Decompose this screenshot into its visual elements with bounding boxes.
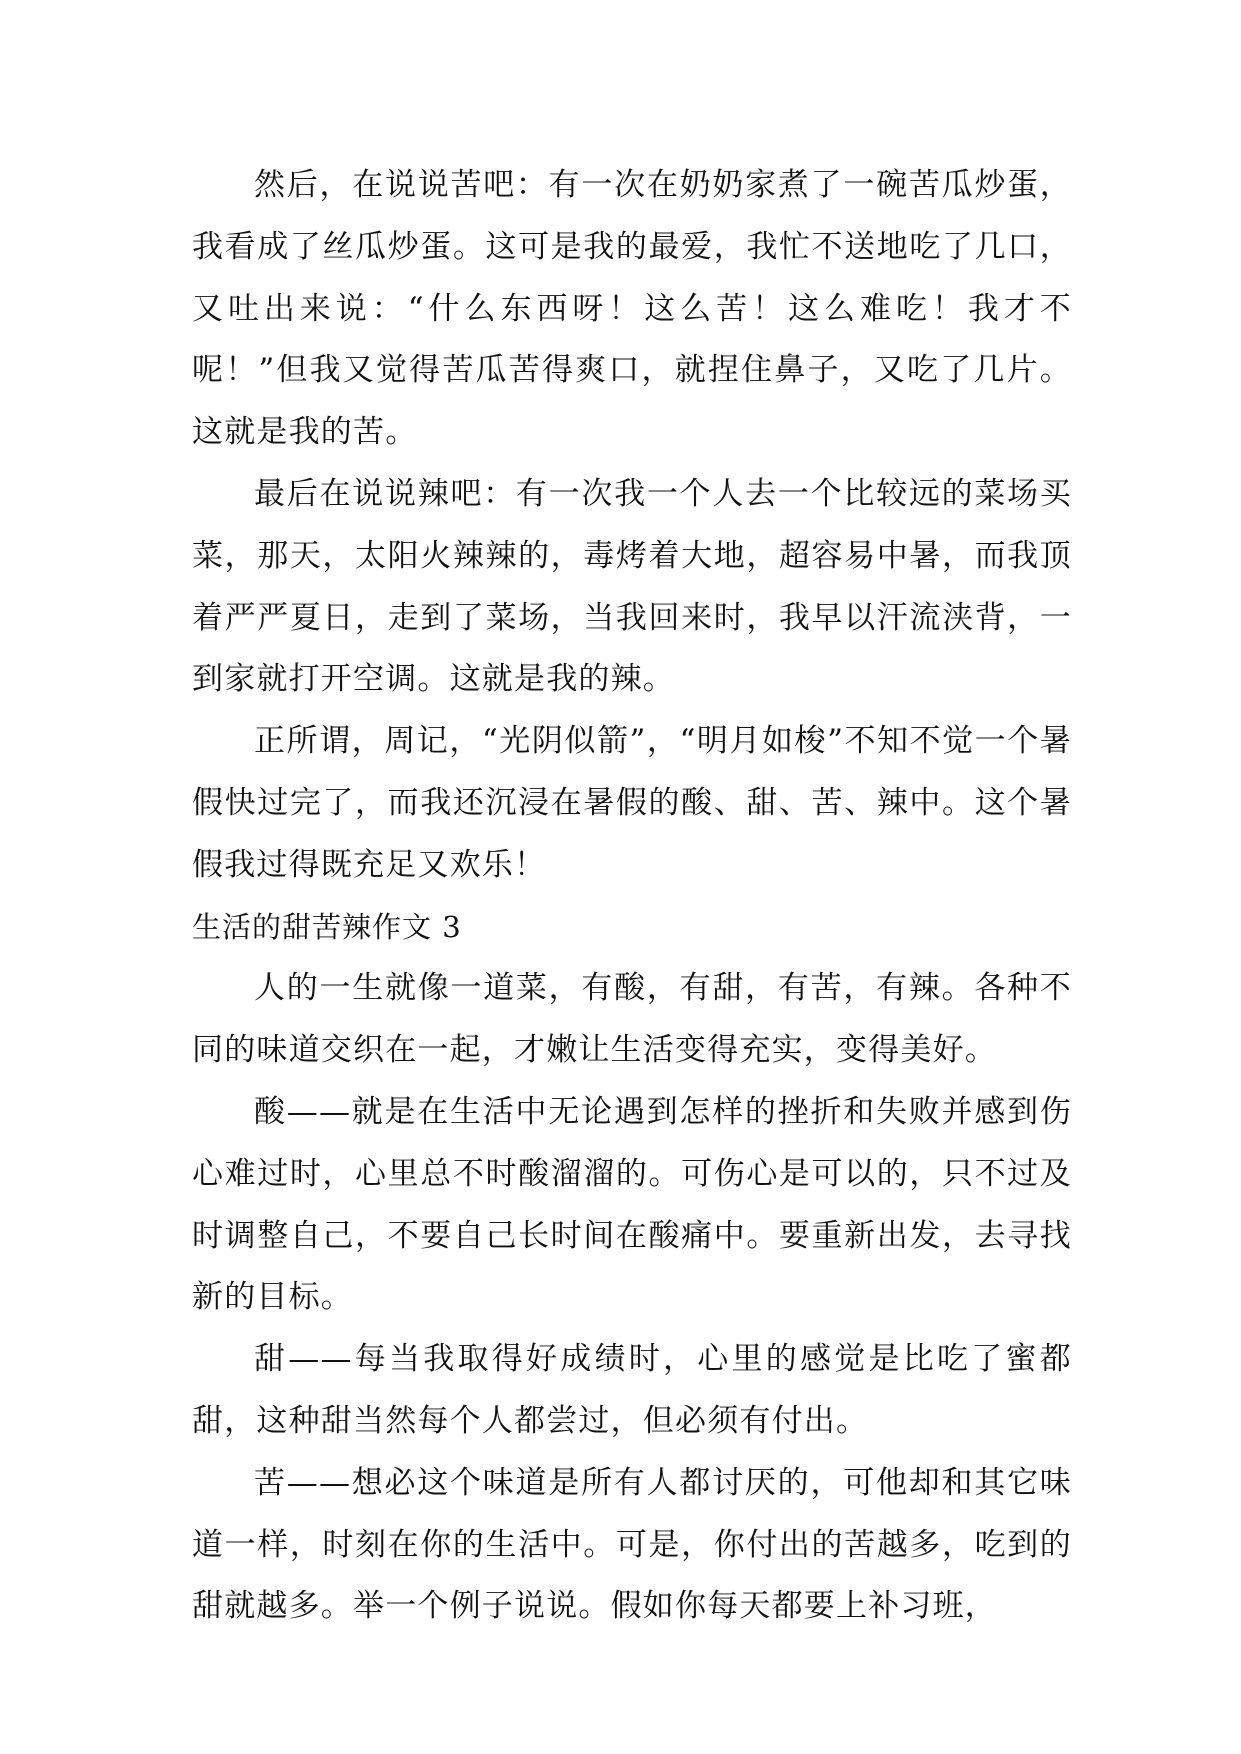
paragraph-sour: 酸——就是在生活中无论遇到怎样的挫折和失败并感到伤心难过时，心里总不时酸溜溜的。可伤心是可以的，只不过及时调整自己，不要自己长时间在酸痛中。要重新出发，去寻找新的目标。: [192, 1093, 1072, 1316]
paragraph-spicy: 最后在说说辣吧：有一次我一个人去一个比较远的菜场买菜，那天，太阳火辣辣的，毒烤着大地，超容易中暑，而我顶着严严夏日，走到了菜场，当我回来时，我早以汗流浃背，一到家就打开空调。这就是我的辣。: [192, 475, 1072, 698]
paragraph-intro: 人的一生就像一道菜，有酸，有甜，有苦，有辣。各种不同的味道交织在一起，才嫩让生活变得充实，变得美好。: [192, 970, 1072, 1069]
section-heading: 生活的甜苦辣作文 3: [192, 909, 462, 944]
paragraph-conclusion: 正所谓，周记，“光阴似箭”，“明月如梭”不知不觉一个暑假快过完了，而我还沉浸在暑假的酸、甜、苦、辣中。这个暑假我过得既充足又欢乐！: [192, 723, 1072, 883]
paragraph-bitter-2: 苦——想必这个味道是所有人都讨厌的，可他却和其它味道一样，时刻在你的生活中。可是，你付出的苦越多，吃到的甜就越多。举一个例子说说。假如你每天都要上补习班，: [192, 1464, 1072, 1625]
paragraph-sweet: 甜——每当我取得好成绩时，心里的感觉是比吃了蜜都甜，这种甜当然每个人都尝过，但必须有付出。: [192, 1341, 1072, 1439]
document-body: [192, 155, 1072, 1638]
paragraph-bitter: 然后，在说说苦吧：有一次在奶奶家煮了一碗苦瓜炒蛋，我看成了丝瓜炒蛋。这可是我的最爱，我忙不送地吃了几口，又吐出来说：“什么东西呀！这么苦！这么难吃！我才不呢！”但我又觉得苦瓜苦得爽口，就捏住鼻子，又吃了几片。这就是我的苦。: [192, 167, 1072, 451]
